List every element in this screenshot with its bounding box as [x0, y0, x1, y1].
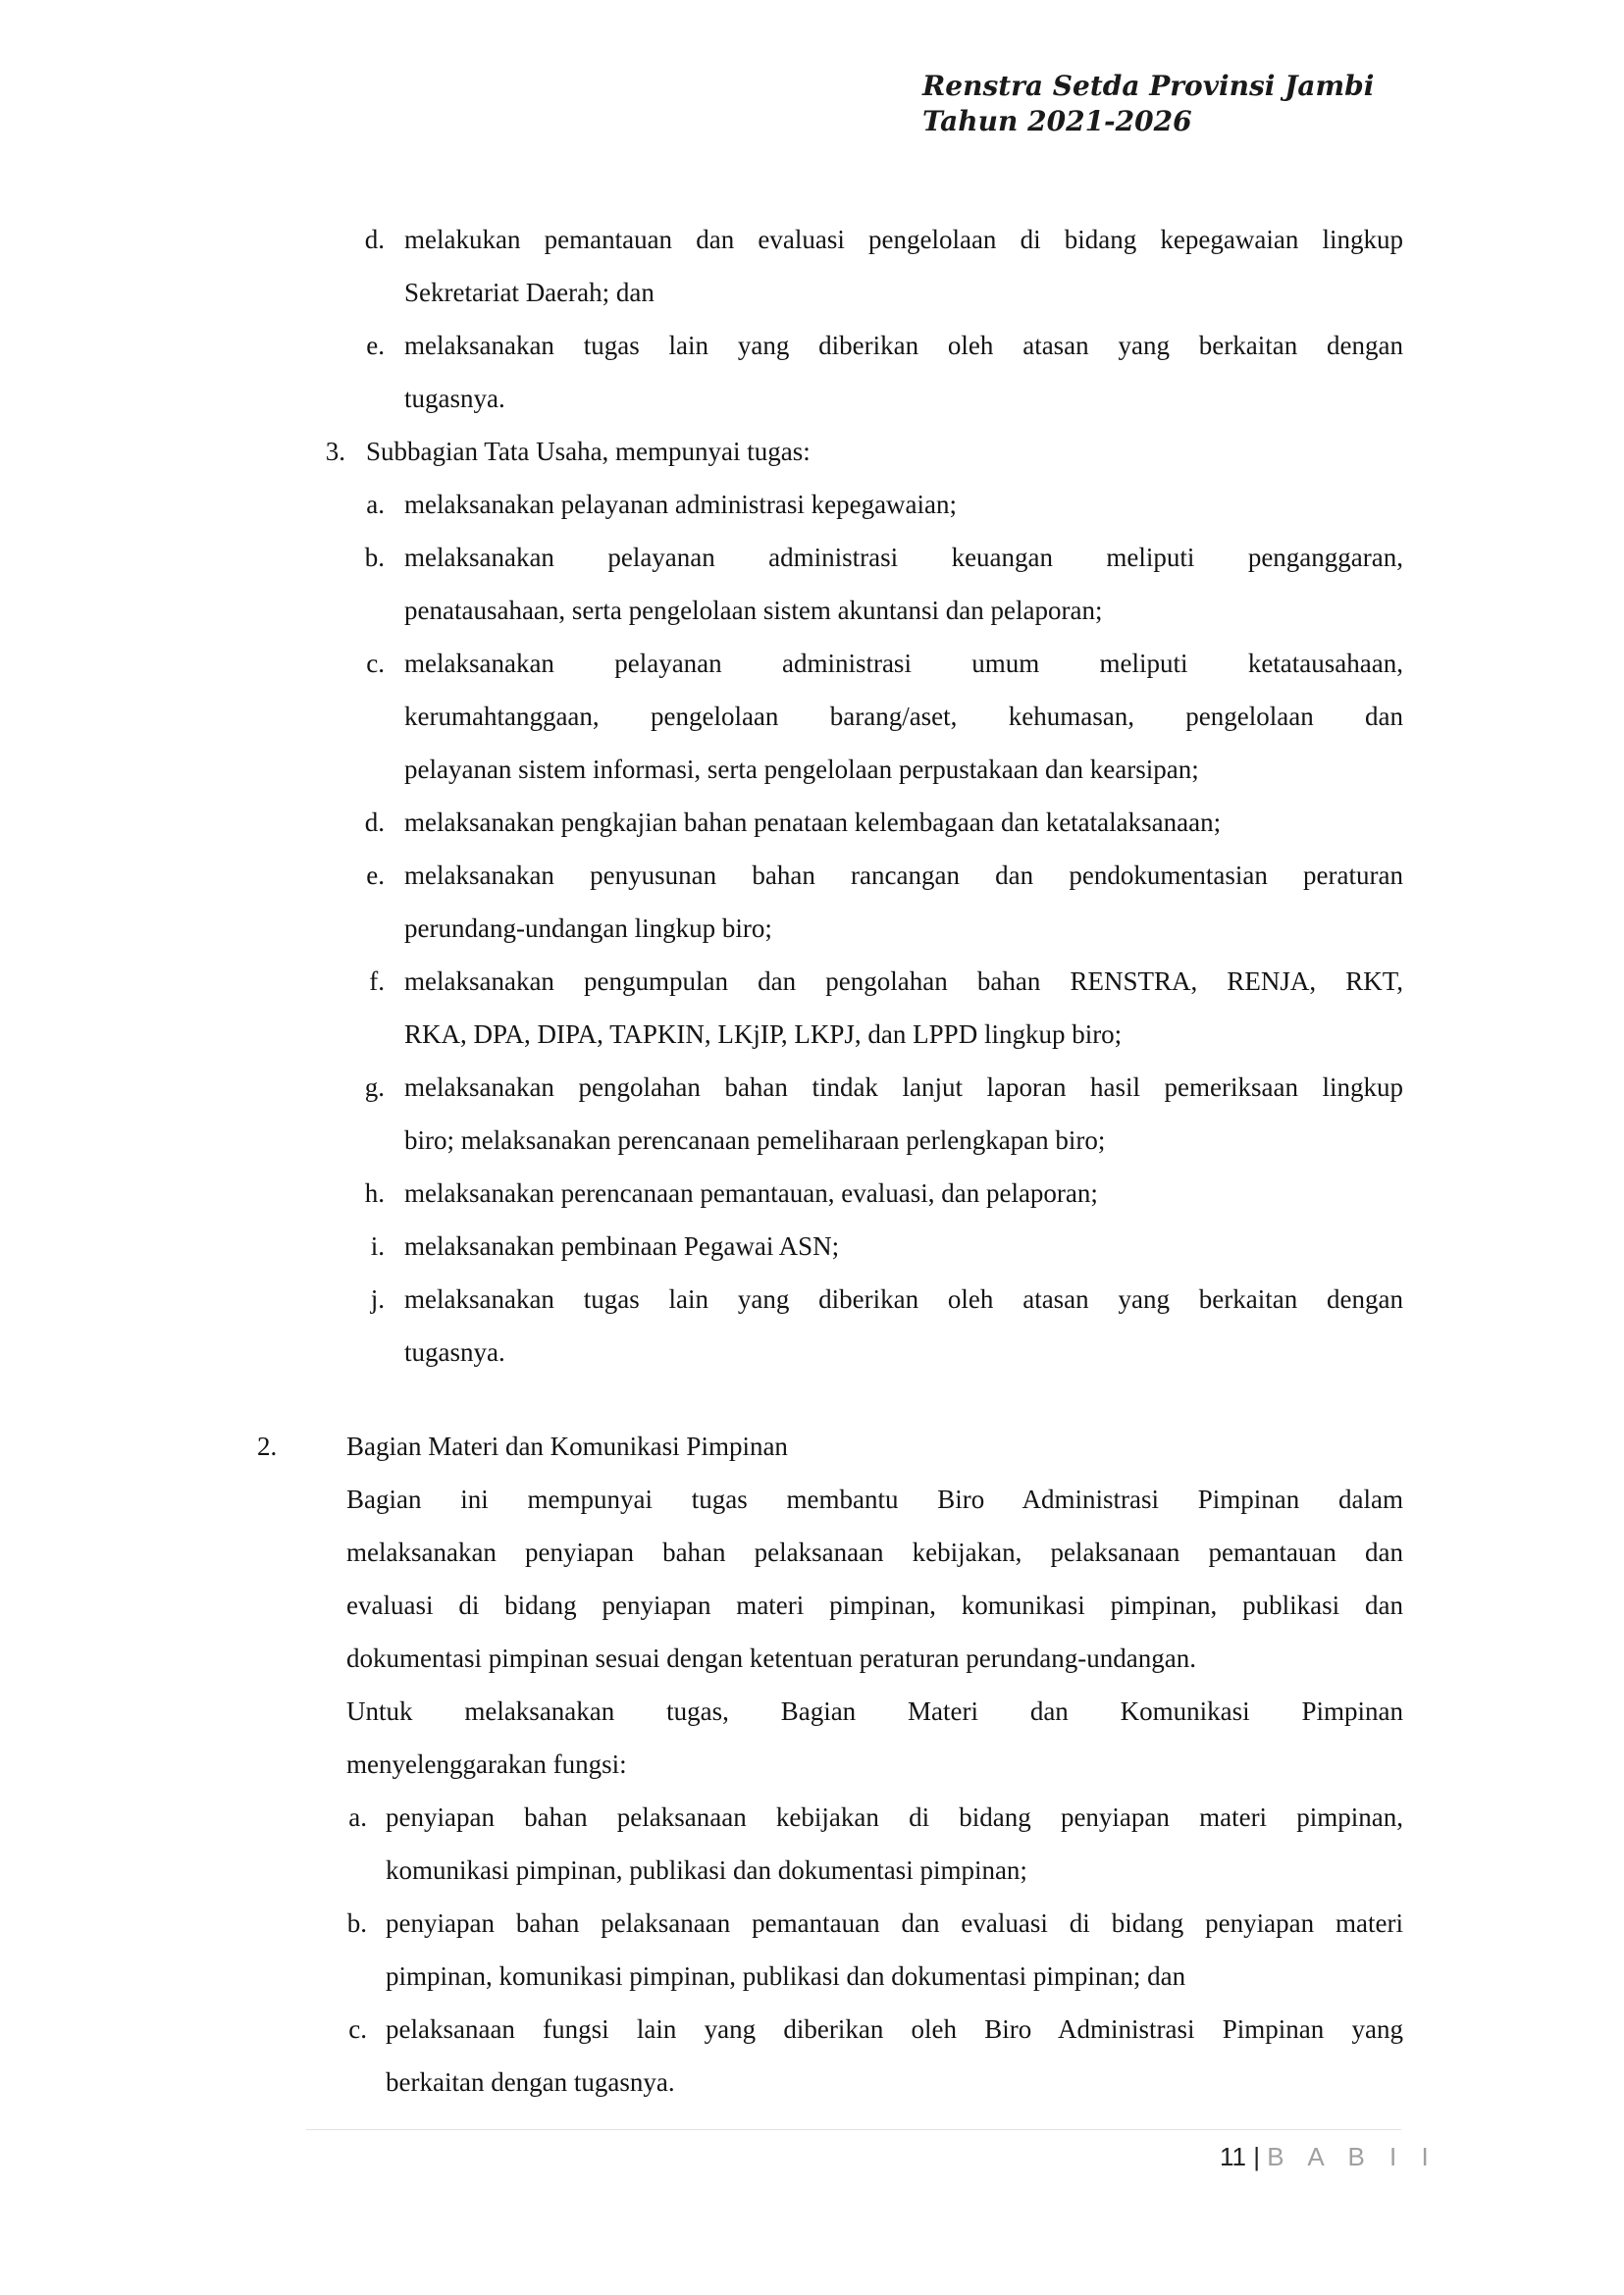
section-heading: Bagian Materi dan Komunikasi Pimpinan: [346, 1432, 788, 1461]
paragraph-line: dokumentasi pimpinan sesuai dengan ketentuan peraturan perundang-undangan.: [346, 1643, 1196, 1673]
list-marker: b.: [346, 1908, 367, 1938]
list-item-text: berkaitan dengan tugasnya.: [386, 2067, 675, 2097]
list-item-text: tugasnya.: [404, 1337, 505, 1367]
list-marker: d.: [364, 808, 385, 837]
list-marker: e.: [366, 861, 385, 890]
list-item-text: penyiapan bahan pelaksanaan kebijakan di bidang penyiapan materi pimpinan,: [386, 1802, 1403, 1832]
list-item-text: melaksanakan tugas lain yang diberikan oleh atasan yang berkaitan dengan: [404, 1284, 1403, 1314]
running-header: [922, 69, 1374, 139]
list-item-text: melaksanakan pelayanan administrasi kepegawaian;: [404, 490, 958, 519]
list-item-text: komunikasi pimpinan, publikasi dan dokumentasi pimpinan;: [386, 1855, 1027, 1885]
list-marker: c.: [348, 2014, 367, 2044]
list-item-text: melaksanakan perencanaan pemantauan, evaluasi, dan pelaporan;: [404, 1178, 1098, 1208]
footer-separator: |: [1253, 2142, 1260, 2171]
chapter-label: B A B I I: [1267, 2142, 1438, 2171]
list-item-text: melaksanakan pelayanan administrasi keuangan meliputi penganggaran,: [404, 543, 1403, 572]
header-title-line1: Renstra Setda Provinsi Jambi: [922, 70, 1375, 102]
list-item-text: melaksanakan pengolahan bahan tindak lanjut laporan hasil pemeriksaan lingkup: [404, 1072, 1403, 1102]
page-footer: [1220, 2140, 1438, 2173]
list-item-text: RKA, DPA, DIPA, TAPKIN, LKjIP, LKPJ, dan LPPD lingkup biro;: [404, 1019, 1123, 1049]
list-marker: e.: [366, 331, 385, 360]
list-marker: a.: [366, 490, 385, 519]
list-marker: f.: [369, 966, 385, 996]
list-item-text: melaksanakan pengkajian bahan penataan kelembagaan dan ketatalaksanaan;: [404, 808, 1222, 837]
list-marker: j.: [370, 1284, 385, 1314]
header-title-line2: Tahun 2021-2026: [922, 105, 1192, 137]
list-item-text: pelaksanaan fungsi lain yang diberikan oleh Biro Administrasi Pimpinan yang: [386, 2014, 1403, 2044]
list-item-text: pimpinan, komunikasi pimpinan, publikasi dan dokumentasi pimpinan; dan: [386, 1961, 1186, 1991]
list-marker: g.: [364, 1072, 385, 1102]
list-item-text: pelayanan sistem informasi, serta pengelolaan perpustakaan dan kearsipan;: [404, 755, 1199, 784]
list-item-text: penatausahaan, serta pengelolaan sistem akuntansi dan pelaporan;: [404, 596, 1103, 625]
list-marker: a.: [348, 1802, 367, 1832]
paragraph-line: Untuk melaksanakan tugas, Bagian Materi dan Komunikasi Pimpinan: [346, 1696, 1403, 1726]
paragraph-line: melaksanakan penyiapan bahan pelaksanaan kebijakan, pelaksanaan pemantauan dan: [346, 1538, 1403, 1567]
list-item-text: penyiapan bahan pelaksanaan pemantauan dan evaluasi di bidang penyiapan materi: [386, 1908, 1403, 1938]
list-item-text: melakukan pemantauan dan evaluasi pengelolaan di bidang kepegawaian lingkup: [404, 225, 1403, 254]
list-item-text: kerumahtanggaan, pengelolaan barang/aset, kehumasan, pengelolaan dan: [404, 702, 1403, 731]
footer-divider: [306, 2129, 1401, 2130]
numbered-marker: 2.: [257, 1432, 278, 1461]
list-item-text: melaksanakan pengumpulan dan pengolahan bahan RENSTRA, RENJA, RKT,: [404, 966, 1403, 996]
list-marker: i.: [370, 1231, 385, 1261]
numbered-marker: 3.: [325, 437, 345, 466]
list-item-text: perundang-undangan lingkup biro;: [404, 913, 772, 943]
page-number: 11: [1220, 2142, 1246, 2171]
list-item-text: melaksanakan pembinaan Pegawai ASN;: [404, 1231, 840, 1261]
paragraph-line: evaluasi di bidang penyiapan materi pimpinan, komunikasi pimpinan, publikasi dan: [346, 1591, 1403, 1620]
list-marker: h.: [364, 1178, 385, 1208]
list-marker: d.: [364, 225, 385, 254]
list-item-text: melaksanakan pelayanan administrasi umum meliputi ketatausahaan,: [404, 649, 1403, 678]
list-item-text: melaksanakan penyusunan bahan rancangan dan pendokumentasian peraturan: [404, 861, 1403, 890]
list-item-text: tugasnya.: [404, 384, 505, 413]
list-item-text: Sekretariat Daerah; dan: [404, 278, 655, 307]
subsection-heading: Subbagian Tata Usaha, mempunyai tugas:: [366, 437, 811, 466]
list-marker: b.: [364, 543, 385, 572]
list-marker: c.: [366, 649, 385, 678]
paragraph-line: menyelenggarakan fungsi:: [346, 1749, 627, 1779]
paragraph-line: Bagian ini mempunyai tugas membantu Biro Administrasi Pimpinan dalam: [346, 1485, 1403, 1514]
list-item-text: biro; melaksanakan perencanaan pemeliharaan perlengkapan biro;: [404, 1125, 1106, 1155]
list-item-text: melaksanakan tugas lain yang diberikan oleh atasan yang berkaitan dengan: [404, 331, 1403, 360]
